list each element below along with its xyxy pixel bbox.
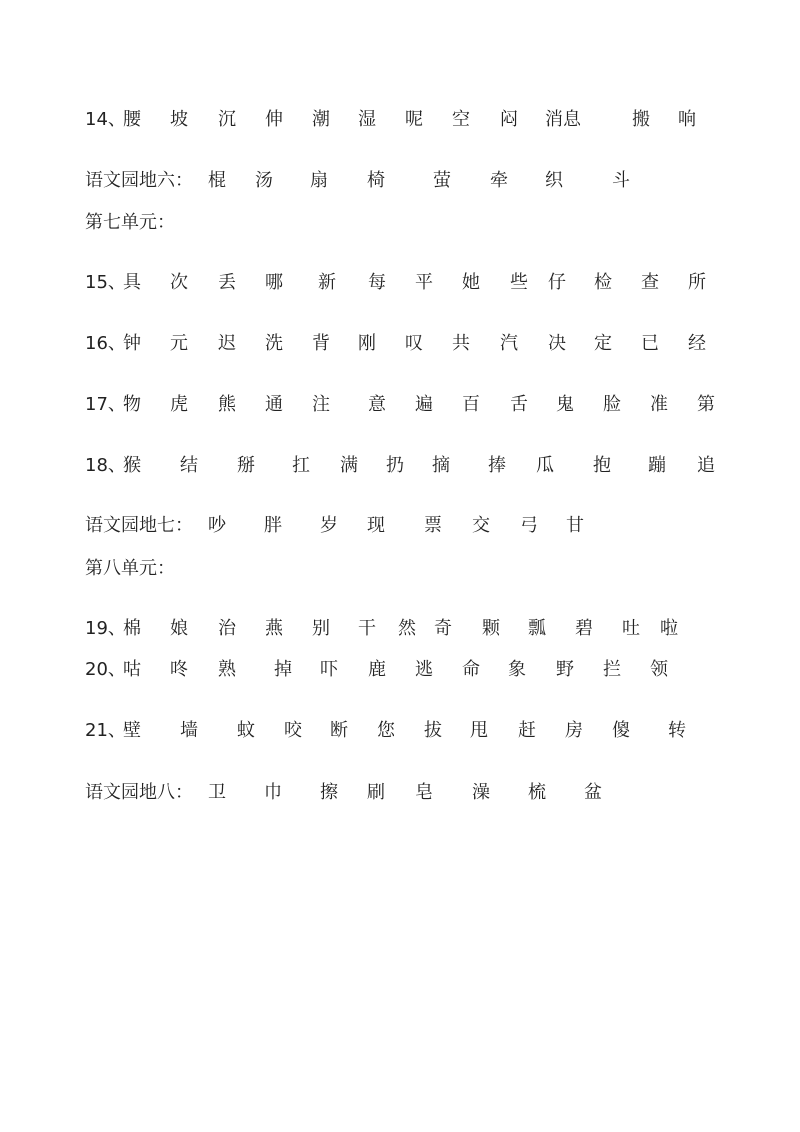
vocab-character: 瓢: [528, 618, 546, 639]
vocab-character: 坡: [170, 109, 188, 130]
character-line: [85, 717, 735, 745]
character-line: [85, 779, 735, 807]
vocab-character: 鹿: [368, 659, 386, 680]
vocab-character: 消息: [545, 109, 581, 130]
vocab-character: 元: [170, 333, 188, 354]
vocab-character: 潮: [312, 109, 330, 130]
line-label: 语文园地七：: [85, 515, 193, 536]
vocab-character: 扔: [386, 455, 404, 476]
vocab-character: 所: [688, 272, 706, 293]
line-label: 15、: [85, 272, 126, 293]
vocab-character: 蚊: [237, 720, 255, 741]
vocab-character: 伸: [265, 109, 283, 130]
vocab-character: 吵: [208, 515, 226, 536]
vocab-character: 颗: [482, 618, 500, 639]
vocab-character: 岁: [320, 515, 338, 536]
vocab-character: 胖: [264, 515, 282, 536]
vocab-character: 汽: [500, 333, 518, 354]
vocab-character: 查: [641, 272, 659, 293]
vocab-character: 干: [358, 618, 376, 639]
vocab-character: 捧: [488, 455, 506, 476]
vocab-character: 通: [265, 394, 283, 415]
vocab-character: 拦: [603, 659, 621, 680]
vocab-character: 搬: [632, 109, 650, 130]
unit-heading: 第八单元：: [85, 558, 175, 579]
vocab-character: 仔: [548, 272, 566, 293]
character-line: [85, 391, 735, 419]
character-line: [85, 106, 735, 134]
vocab-character: 咕: [123, 659, 141, 680]
vocab-character: 鬼: [556, 394, 574, 415]
line-label: 21、: [85, 720, 126, 741]
vocab-character: 掉: [274, 659, 292, 680]
vocab-character: 墙: [180, 720, 198, 741]
vocab-character: 盆: [584, 782, 602, 803]
vocab-character: 甘: [566, 515, 584, 536]
vocab-character: 检: [594, 272, 612, 293]
vocab-character: 卫: [208, 782, 226, 803]
vocab-character: 脸: [603, 394, 621, 415]
vocab-character: 经: [688, 333, 706, 354]
vocab-character: 皂: [415, 782, 433, 803]
vocab-character: 注: [312, 394, 330, 415]
character-line: [85, 330, 735, 358]
vocab-character: 背: [312, 333, 330, 354]
vocab-character: 刚: [358, 333, 376, 354]
vocab-character: 拔: [424, 720, 442, 741]
vocab-character: 每: [368, 272, 386, 293]
vocab-character: 哪: [265, 272, 283, 293]
vocab-character: 虎: [170, 394, 188, 415]
vocab-character: 蹦: [648, 455, 666, 476]
vocab-character: 转: [668, 720, 686, 741]
vocab-character: 熟: [218, 659, 236, 680]
line-label: 17、: [85, 394, 126, 415]
character-line: [85, 512, 735, 540]
vocab-character: 巾: [264, 782, 282, 803]
vocab-character: 房: [565, 720, 583, 741]
vocab-character: 咬: [284, 720, 302, 741]
vocab-character: 交: [472, 515, 490, 536]
vocab-character: 定: [594, 333, 612, 354]
character-line: [85, 452, 735, 480]
vocab-character: 壁: [123, 720, 141, 741]
character-line: [85, 269, 735, 297]
vocab-character: 椅: [367, 170, 385, 191]
vocab-character: 咚: [170, 659, 188, 680]
vocab-character: 平: [415, 272, 433, 293]
vocab-character: 腰: [123, 109, 141, 130]
vocab-character: 响: [678, 109, 696, 130]
vocab-character: 棉: [123, 618, 141, 639]
vocab-character: 钟: [123, 333, 141, 354]
vocab-character: 织: [545, 170, 563, 191]
vocab-character: 瓜: [536, 455, 554, 476]
vocab-character: 澡: [472, 782, 490, 803]
vocab-character: 些: [510, 272, 528, 293]
vocab-character: 摘: [432, 455, 450, 476]
vocab-character: 吓: [320, 659, 338, 680]
vocab-character: 扛: [292, 455, 310, 476]
vocab-character: 洗: [265, 333, 283, 354]
vocab-character: 燕: [265, 618, 283, 639]
vocab-character: 新: [318, 272, 336, 293]
vocab-character: 追: [697, 455, 715, 476]
vocab-character: 物: [123, 394, 141, 415]
vocab-character: 啦: [660, 618, 678, 639]
line-label: 14、: [85, 109, 126, 130]
vocab-character: 吐: [622, 618, 640, 639]
line-label: 16、: [85, 333, 126, 354]
vocab-character: 逃: [415, 659, 433, 680]
character-line: [85, 615, 735, 643]
vocab-character: 治: [218, 618, 236, 639]
vocab-character: 准: [650, 394, 668, 415]
vocab-character: 满: [340, 455, 358, 476]
vocab-character: 第: [697, 394, 715, 415]
line-label: 19、: [85, 618, 126, 639]
vocab-character: 奇: [434, 618, 452, 639]
vocab-character: 意: [368, 394, 386, 415]
vocab-character: 湿: [358, 109, 376, 130]
vocab-character: 命: [462, 659, 480, 680]
vocab-character: 领: [650, 659, 668, 680]
vocab-character: 象: [508, 659, 526, 680]
vocab-character: 赶: [518, 720, 536, 741]
vocab-character: 斗: [612, 170, 630, 191]
vocab-character: 舌: [510, 394, 528, 415]
vocab-character: 甩: [470, 720, 488, 741]
vocab-character: 具: [123, 272, 141, 293]
unit-heading: 第七单元：: [85, 212, 175, 233]
vocab-character: 野: [556, 659, 574, 680]
line-label: 语文园地六：: [85, 170, 193, 191]
line-label: 18、: [85, 455, 126, 476]
vocab-character: 然: [398, 618, 416, 639]
vocab-character: 共: [452, 333, 470, 354]
vocab-character: 断: [330, 720, 348, 741]
vocab-character: 已: [641, 333, 659, 354]
vocab-character: 梳: [528, 782, 546, 803]
vocab-character: 叹: [405, 333, 423, 354]
vocab-character: 棍: [208, 170, 226, 191]
vocab-character: 迟: [218, 333, 236, 354]
vocab-character: 沉: [218, 109, 236, 130]
vocab-character: 遍: [415, 394, 433, 415]
vocab-character: 熊: [218, 394, 236, 415]
vocab-character: 丢: [218, 272, 236, 293]
vocab-character: 别: [312, 618, 330, 639]
vocab-character: 娘: [170, 618, 188, 639]
vocab-character: 弓: [520, 515, 538, 536]
line-label: 语文园地八：: [85, 782, 193, 803]
vocab-character: 空: [452, 109, 470, 130]
vocab-character: 次: [170, 272, 188, 293]
character-line: [85, 656, 735, 684]
line-label: 20、: [85, 659, 126, 680]
vocab-character: 闷: [500, 109, 518, 130]
character-line: [85, 167, 735, 195]
vocab-character: 抱: [593, 455, 611, 476]
vocab-character: 百: [462, 394, 480, 415]
vocab-character: 票: [424, 515, 442, 536]
vocab-character: 掰: [237, 455, 255, 476]
vocab-character: 她: [462, 272, 480, 293]
vocab-character: 牵: [490, 170, 508, 191]
vocab-character: 呢: [405, 109, 423, 130]
vocab-character: 现: [367, 515, 385, 536]
vocab-character: 扇: [310, 170, 328, 191]
vocab-character: 刷: [367, 782, 385, 803]
vocab-character: 结: [180, 455, 198, 476]
vocab-character: 决: [548, 333, 566, 354]
vocab-character: 您: [377, 720, 395, 741]
vocab-character: 碧: [575, 618, 593, 639]
vocab-character: 傻: [612, 720, 630, 741]
vocab-character: 汤: [255, 170, 273, 191]
vocab-character: 萤: [433, 170, 451, 191]
vocab-character: 擦: [320, 782, 338, 803]
vocab-character: 猴: [123, 455, 141, 476]
